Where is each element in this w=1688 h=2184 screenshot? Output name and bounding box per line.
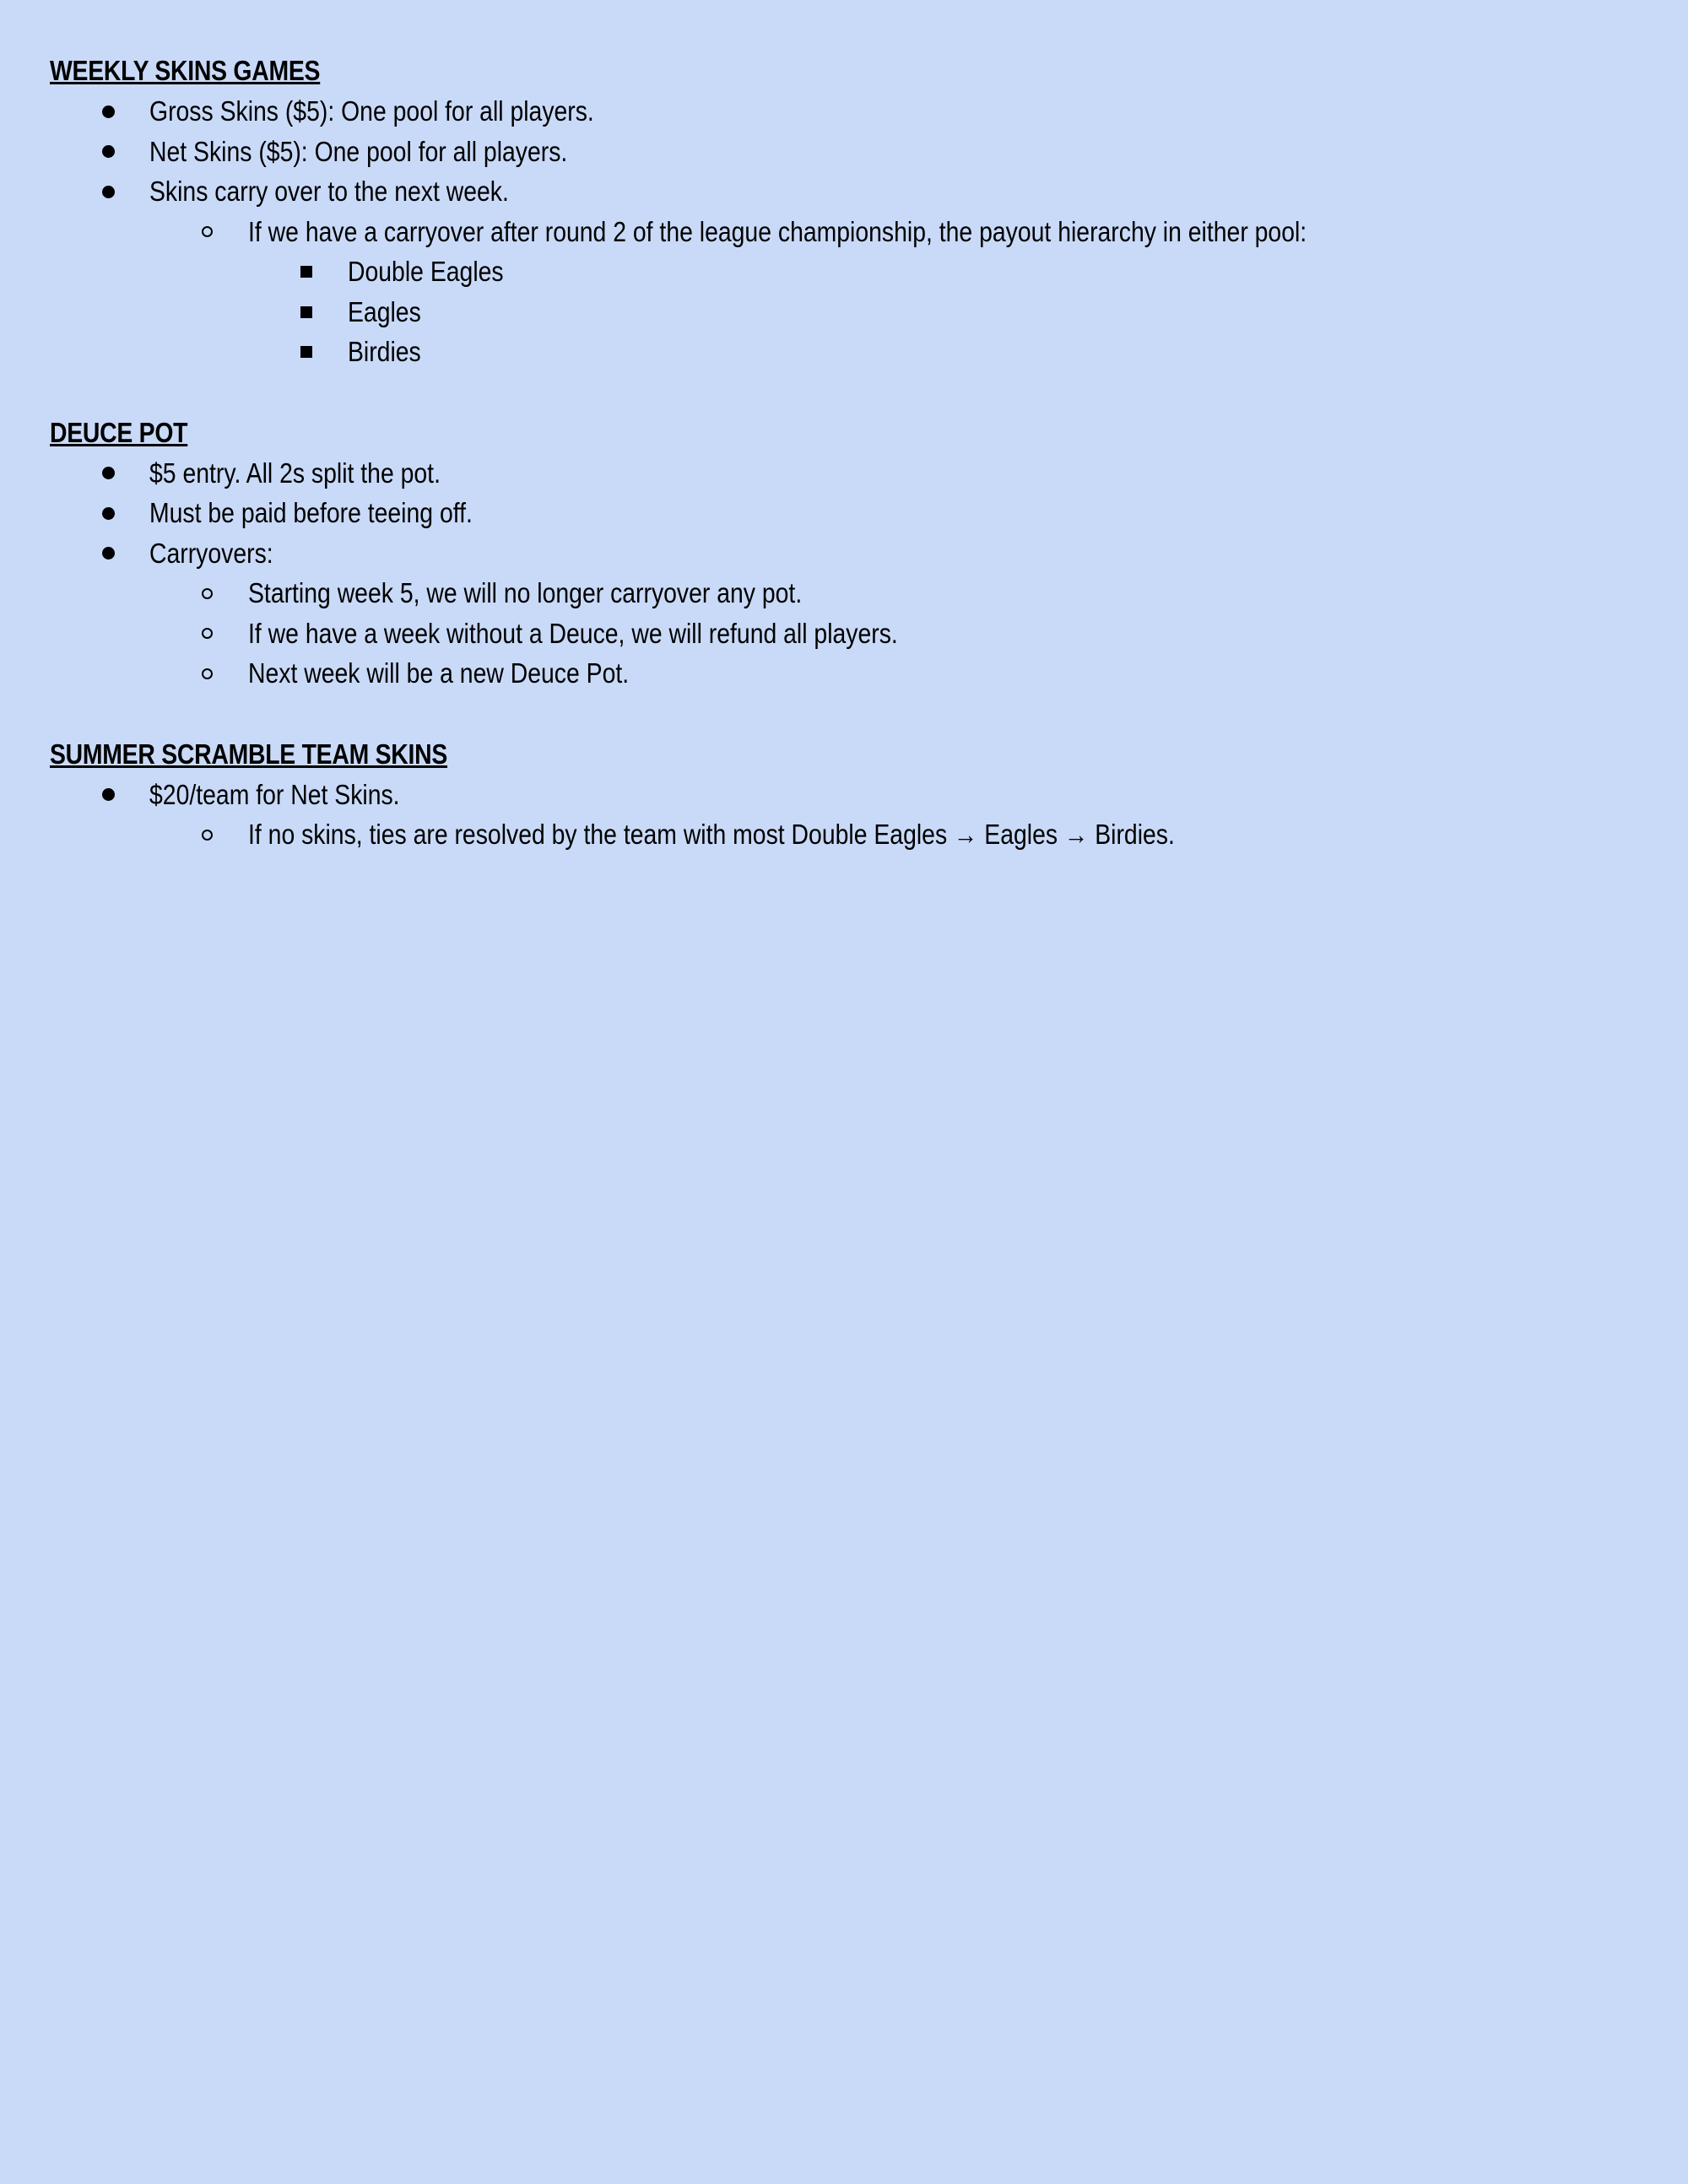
list-item [50, 614, 1637, 654]
circle-icon [190, 814, 224, 855]
list-item [50, 453, 1637, 494]
section-heading: WEEKLY SKINS GAMES [50, 55, 321, 86]
list-item [50, 212, 1637, 252]
disc-icon [91, 171, 125, 212]
disc-icon [91, 493, 125, 533]
disc-icon [91, 132, 125, 172]
list-item [50, 493, 1637, 533]
document-body [50, 51, 1637, 895]
disc-icon [91, 775, 125, 815]
list-item-text: Double Eagles [348, 256, 504, 287]
list-item-text: Carryovers: [149, 537, 273, 569]
circle-icon [190, 573, 224, 614]
square-icon [289, 251, 323, 292]
list-item [50, 533, 1637, 574]
disc-icon [91, 453, 125, 494]
disc-icon [91, 91, 125, 132]
square-icon [289, 332, 323, 372]
list-item [50, 251, 1637, 292]
list-item [50, 653, 1637, 694]
section-heading: SUMMER SCRAMBLE TEAM SKINS [50, 738, 448, 770]
list-item [50, 814, 1637, 855]
section-summer-scramble-team-skins [50, 734, 1637, 855]
list-item [50, 775, 1637, 815]
list-item-text: Must be paid before teeing off. [149, 497, 473, 528]
list-item-text: $5 entry. All 2s split the pot. [149, 457, 441, 489]
section-weekly-skins-games [50, 51, 1637, 372]
list-item-text: Gross Skins ($5): One pool for all players. [149, 95, 594, 127]
section-deuce-pot [50, 413, 1637, 694]
list-item [50, 171, 1637, 212]
circle-icon [190, 614, 224, 654]
list-item-text: $20/team for Net Skins. [149, 778, 400, 810]
list-item-text: Next week will be a new Deuce Pot. [248, 657, 630, 689]
square-icon [289, 292, 323, 332]
list-item-text: Birdies [348, 336, 421, 367]
circle-icon [190, 212, 224, 252]
list-item-text: If we have a carryover after round 2 of the league championship, the payout hierarchy in either pool: [248, 215, 1307, 247]
list-item [50, 292, 1637, 332]
list-item-text: Starting week 5, we will no longer carryover any pot. [248, 577, 803, 608]
list-item-text: Skins carry over to the next week. [149, 176, 509, 207]
list-item [50, 132, 1637, 172]
circle-icon [190, 653, 224, 694]
list-item-text: If we have a week without a Deuce, we will refund all players. [248, 617, 898, 649]
disc-icon [91, 533, 125, 574]
list-item-text: Eagles [348, 295, 421, 327]
list-item [50, 91, 1637, 132]
list-item [50, 332, 1637, 372]
list-item-text: Net Skins ($5): One pool for all players. [149, 135, 568, 167]
list-item-text: If no skins, ties are resolved by the team with most Double Eagles → Eagles → Birdies. [248, 819, 1175, 850]
section-heading: DEUCE POT [50, 416, 188, 448]
list-item [50, 573, 1637, 614]
